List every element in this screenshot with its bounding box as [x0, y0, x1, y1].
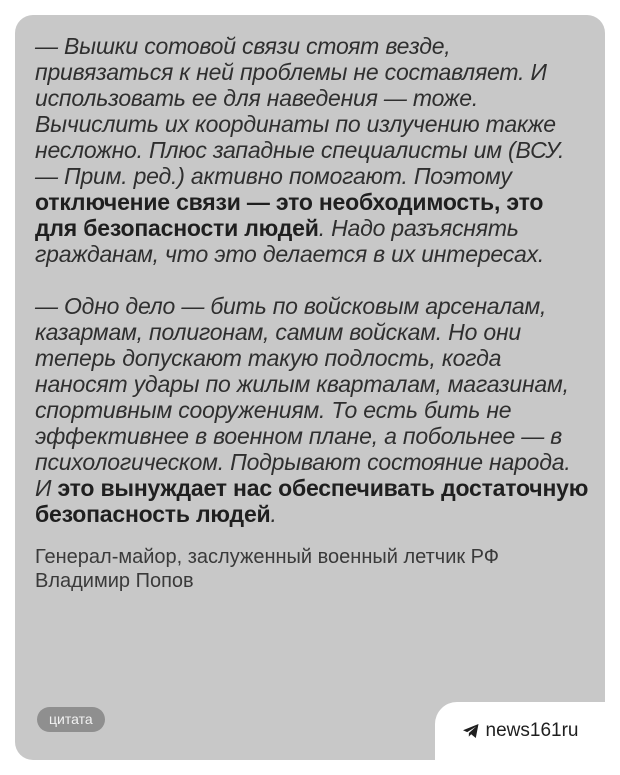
brand-label	[435, 702, 605, 760]
attribution	[35, 545, 590, 593]
quote-p1-text-start: — Вышки сотовой связи стоят везде, привязаться к ней проблемы не составляет. И использовать ее для наведения — тоже. Вычислить их координаты по излучению также несложно. Плюс западные специалисты им (ВСУ. — Прим. ред.) активно помогают. Поэтому	[35, 33, 565, 189]
quote-p1-bold: отключение связи — это необходимость, это для безопасности людей	[35, 189, 544, 241]
quote-paragraph-2	[35, 293, 590, 527]
quote-block	[35, 33, 590, 593]
attribution-name: Владимир Попов	[35, 570, 194, 592]
quote-p2-text-start: — Одно дело — бить по войсковым арсеналам, казармам, полигонам, самим войскам. Но они теперь допускают такую подлость, когда наносят удары по жилым кварталам, магазинам, спортивным сооружениям. То есть бить не эффективнее в военном плане, а побольнее — в психологическом. Подрывают состояние народа. И	[35, 293, 571, 501]
quote-paragraph-1	[35, 33, 590, 267]
quote-p2-bold: это вынуждает нас обеспечивать достаточную безопасность людей	[35, 475, 589, 527]
brand-name: news161ru	[485, 720, 579, 741]
quote-p2-text-end: .	[270, 501, 277, 527]
telegram-icon	[462, 723, 480, 739]
attribution-title: Генерал-майор, заслуженный военный летчик РФ	[35, 546, 499, 568]
quote-card	[15, 15, 605, 760]
quote-p1-text-end: . Надо разъяснять гражданам, что это делается в их интересах.	[35, 215, 545, 267]
quote-tag-badge: цитата	[37, 707, 105, 732]
